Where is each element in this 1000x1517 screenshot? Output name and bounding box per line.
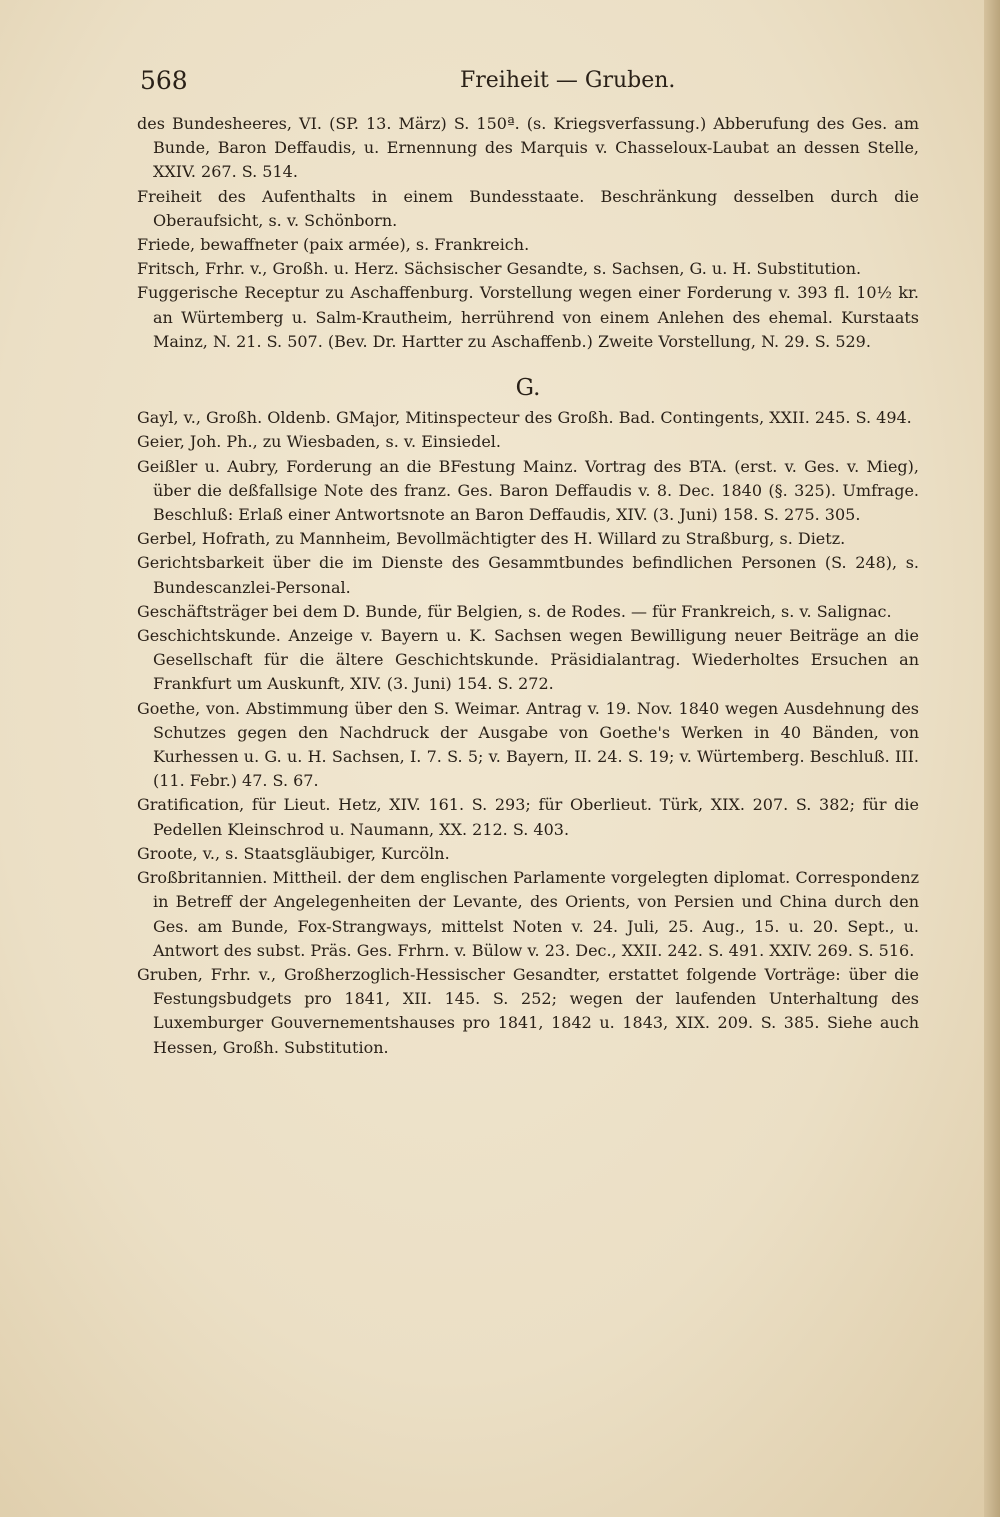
index-entry: Gruben, Frhr. v., Großherzoglich-Hessischer Gesandter, erstattet folgende Vorträge: über die Festungsbudgets pro 1841, XII. 145. S. 252; wegen der laufenden Unterhaltung des Luxemburger Gouvernementshauses pro 1841, 1842 u. 1843, XIX. 209. S. 385. Siehe auch Hessen, Großh. Substitution. bbox=[137, 964, 919, 1057]
running-head: Freiheit — Gruben. bbox=[460, 68, 676, 93]
index-entry: Groote, v., s. Staatsgläubiger, Kurcöln. bbox=[137, 843, 450, 863]
index-entry: Großbritannien. Mittheil. der dem englischen Parlamente vorgelegten diplomat. Correspondenz in Betreff der Angelegenheiten der Levante, des Orients, von Persien und China durch den Ges. am Bunde, Fox-Strangways, mittelst Noten v. 24. Juli, 25. Aug., 15. u. 20. Sept., u. Antwort des subst. Präs. Ges. Frhrn. v. Bülow v. 23. Dec., XXII. 242. S. 491. XXIV. 269. S. 516. bbox=[137, 868, 919, 960]
index-entry: Gerbel, Hofrath, zu Mannheim, Bevollmächtigter des H. Willard zu Straßburg, s. Dietz. bbox=[137, 529, 846, 549]
page-edge bbox=[984, 0, 1000, 1517]
index-entry: Freiheit des Aufenthalts in einem Bundesstaate. Beschränkung desselben durch die Oberaufsicht, s. v. Schönborn. bbox=[137, 186, 919, 230]
section-letter-heading: G. bbox=[515, 375, 541, 402]
index-content bbox=[137, 112, 919, 1060]
index-entry: Gratification, für Lieut. Hetz, XIV. 161. S. 293; für Oberlieut. Türk, XIX. 207. S. 382; für die Pedellen Kleinschrod u. Naumann, XX. 212. S. 403. bbox=[137, 795, 919, 839]
index-entry: Gayl, v., Großh. Oldenb. GMajor, Mitinspecteur des Großh. Bad. Contingents, XXII. 245. S. 494. bbox=[137, 408, 912, 428]
index-entry: Friede, bewaffneter (paix armée), s. Frankreich. bbox=[137, 235, 530, 255]
index-entry: Goethe, von. Abstimmung über den S. Weimar. Antrag v. 19. Nov. 1840 wegen Ausdehnung des Schutzes gegen den Nachdruck der Ausgabe von Goethe's Werken in 40 Bänden, von Kurhessen u. G. u. H. Sachsen, I. 7. S. 5; v. Bayern, II. 24. S. 19; v. Würtemberg. Beschluß. III. (11. Febr.) 47. S. 67. bbox=[137, 698, 919, 791]
index-entry: des Bundesheeres, VI. (SP. 13. März) S. 150ª. (s. Kriegsverfassung.) Abberufung des Ges. am Bunde, Baron Deffaudis, u. Ernennung des Marquis v. Chasseloux-Laubat an dessen Stelle, XXIV. 267. S. 514. bbox=[137, 114, 919, 182]
index-entry: Fuggerische Receptur zu Aschaffenburg. Vorstellung wegen einer Forderung v. 393 fl. 10½ kr. an Würtemberg u. Salm-Krautheim, herrührend von einem Anlehen des ehemal. Kurstaats Mainz, N. 21. S. 507. (Bev. Dr. Hartter zu Aschaffenb.) Zweite Vorstellung, N. 29. S. 529. bbox=[137, 283, 919, 351]
index-entry: Geschichtskunde. Anzeige v. Bayern u. K. Sachsen wegen Bewilligung neuer Beiträge an die Gesellschaft für die ältere Geschichtskunde. Präsidialantrag. Wiederholtes Ersuchen an Frankfurt um Auskunft, XIV. (3. Juni) 154. S. 272. bbox=[137, 626, 919, 694]
index-entry: Fritsch, Frhr. v., Großh. u. Herz. Sächsischer Gesandte, s. Sachsen, G. u. H. Substitution. bbox=[137, 259, 862, 279]
page-number: 568 bbox=[140, 66, 188, 95]
index-entry: Geier, Joh. Ph., zu Wiesbaden, s. v. Einsiedel. bbox=[137, 432, 502, 452]
page-header bbox=[140, 66, 920, 106]
index-entry: Geschäftsträger bei dem D. Bunde, für Belgien, s. de Rodes. — für Frankreich, s. v. Salignac. bbox=[137, 601, 892, 621]
index-entry: Geißler u. Aubry, Forderung an die BFestung Mainz. Vortrag des BTA. (erst. v. Ges. v. Mieg), über die deßfallsige Note des franz. Ges. Baron Deffaudis v. 8. Dec. 1840 (§. 325). Umfrage. Beschluß: Erlaß einer Antwortsnote an Baron Deffaudis, XIV. (3. Juni) 158. S. 275. 305. bbox=[137, 456, 919, 525]
index-entry: Gerichtsbarkeit über die im Dienste des Gesammtbundes befindlichen Personen (S. 248), s. Bundescanzlei-Personal. bbox=[137, 553, 919, 597]
